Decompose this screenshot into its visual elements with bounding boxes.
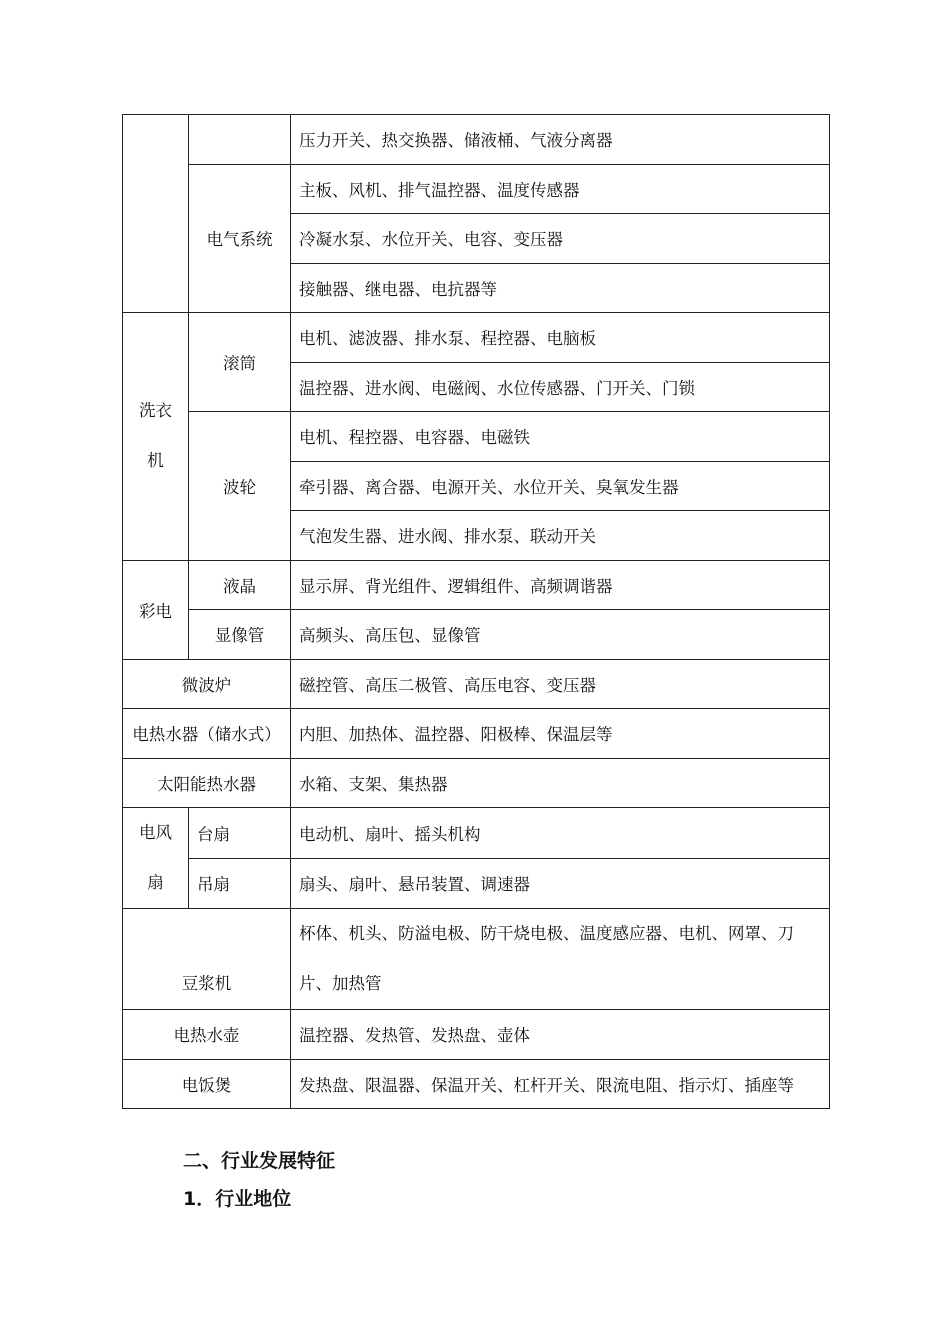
table-cell-category: 电风扇: [123, 808, 189, 909]
table-cell-subcategory: 波轮: [189, 412, 291, 561]
table-cell-parts: 显示屏、背光组件、逻辑组件、高频调谐器: [291, 560, 830, 610]
table-cell-parts: 发热盘、限温器、保温开关、杠杆开关、限流电阻、指示灯、插座等: [291, 1059, 830, 1109]
table-row: [123, 412, 830, 462]
section-heading: 二、行业发展特征: [183, 1150, 336, 1172]
table-cell-category: 电热水壶: [123, 1010, 291, 1060]
table-row: [123, 610, 830, 660]
table-cell-parts: 电机、滤波器、排水泵、程控器、电脑板: [291, 313, 830, 363]
table-cell-parts: 水箱、支架、集热器: [291, 758, 830, 808]
table-row: [123, 909, 830, 1010]
table-cell-category: 微波炉: [123, 659, 291, 709]
table-cell-parts: 牵引器、离合器、电源开关、水位开关、臭氧发生器: [291, 461, 830, 511]
table-row: [123, 1059, 830, 1109]
table-cell-parts: 杯体、机头、防溢电极、防干烧电极、温度感应器、电机、网罩、刀片、加热管: [291, 909, 830, 1010]
table-cell-parts: 压力开关、热交换器、储液桶、气液分离器: [291, 115, 830, 165]
table-cell-parts: 冷凝水泵、水位开关、电容、变压器: [291, 214, 830, 264]
table-cell-parts: 扇头、扇叶、悬吊装置、调速器: [291, 858, 830, 909]
table-row: [123, 659, 830, 709]
section-subheading: 1．行业地位: [183, 1188, 292, 1210]
table-row: [123, 164, 830, 214]
table-cell-subcategory: 电气系统: [189, 164, 291, 313]
table-row: [123, 1010, 830, 1060]
table-cell-parts: 高频头、高压包、显像管: [291, 610, 830, 660]
table-row: [123, 709, 830, 759]
table-row: [123, 560, 830, 610]
table-cell-parts: 温控器、发热管、发热盘、壶体: [291, 1010, 830, 1060]
table-row: [123, 115, 830, 165]
table-cell-subcategory: 液晶: [189, 560, 291, 610]
table-row: [123, 758, 830, 808]
table-cell-category: 豆浆机: [123, 909, 291, 1010]
table-cell-parts: 主板、风机、排气温控器、温度传感器: [291, 164, 830, 214]
table-row: [123, 313, 830, 363]
table-cell-subcategory: 吊扇: [189, 858, 291, 909]
table-cell-parts: 磁控管、高压二极管、高压电容、变压器: [291, 659, 830, 709]
table-cell-category: 洗衣机: [123, 313, 189, 561]
parts-table: [122, 114, 830, 1109]
table-cell-category: 彩电: [123, 560, 189, 659]
table-row: [123, 858, 830, 909]
table-cell-parts: 内胆、加热体、温控器、阳极棒、保温层等: [291, 709, 830, 759]
table-cell-category: 太阳能热水器: [123, 758, 291, 808]
table-cell-parts: 气泡发生器、进水阀、排水泵、联动开关: [291, 511, 830, 561]
table-cell-subcategory: 显像管: [189, 610, 291, 660]
table-cell-subcategory: 滚筒: [189, 313, 291, 412]
table-row: [123, 808, 830, 859]
table-cell-parts: 电机、程控器、电容器、电磁铁: [291, 412, 830, 462]
table-cell-subcategory: 台扇: [189, 808, 291, 859]
table-cell-category: [123, 115, 189, 313]
table-cell-parts: 接触器、继电器、电抗器等: [291, 263, 830, 313]
table-cell-category: 电热水器（储水式）: [123, 709, 291, 759]
table-cell-category: 电饭煲: [123, 1059, 291, 1109]
table-cell-subcategory: [189, 115, 291, 165]
table-cell-parts: 温控器、进水阀、电磁阀、水位传感器、门开关、门锁: [291, 362, 830, 412]
table-cell-parts: 电动机、扇叶、摇头机构: [291, 808, 830, 859]
